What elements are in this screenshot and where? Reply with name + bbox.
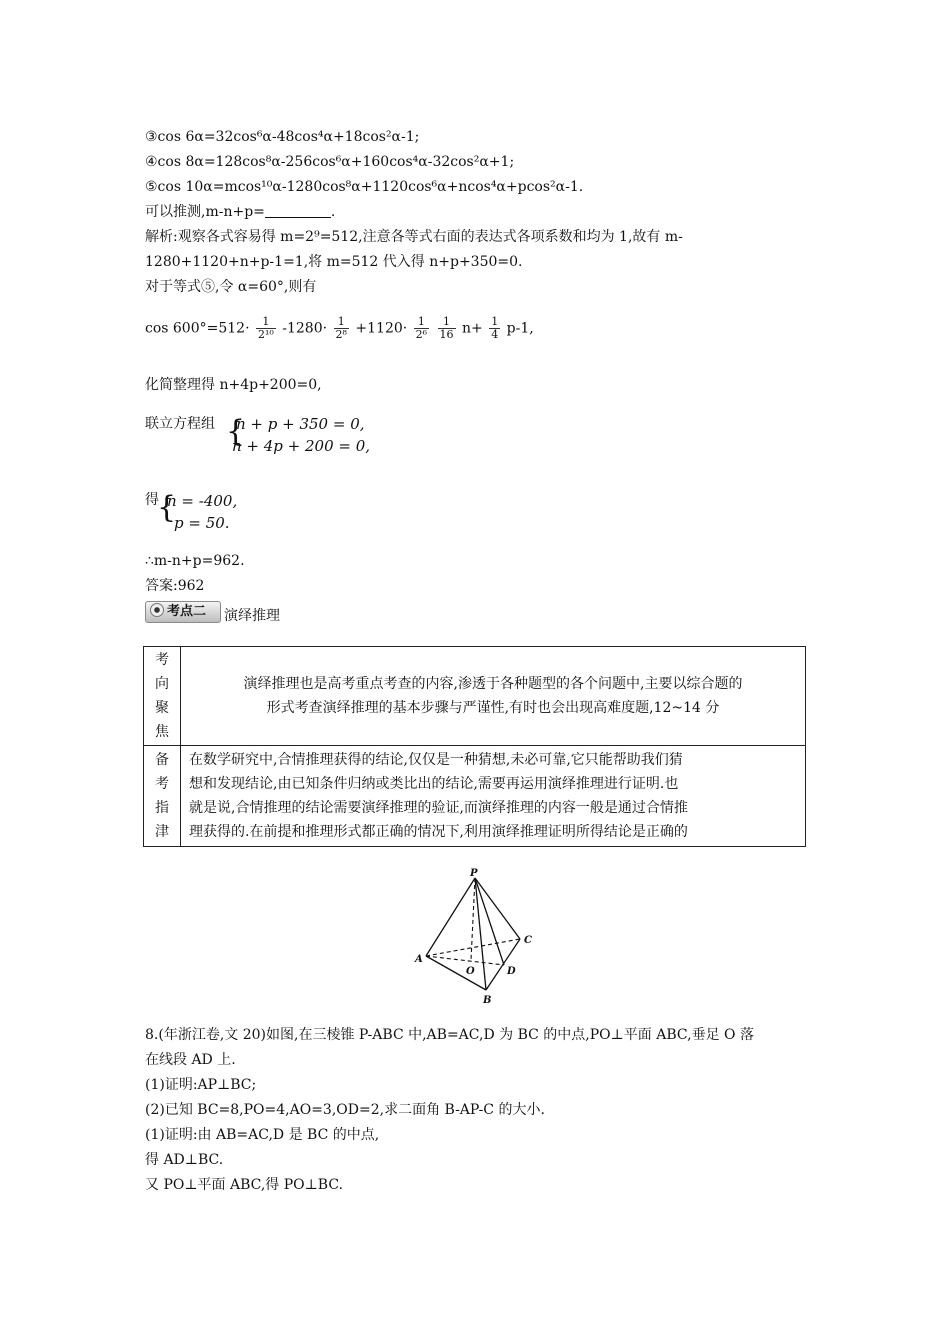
row-2-key-char-4: 津 xyxy=(155,824,169,840)
problem-line-3: (1)证明:AP⊥BC; xyxy=(145,1077,257,1093)
row-1-key xyxy=(144,647,181,746)
row-1-key-char-2: 向 xyxy=(155,676,169,692)
row-1-value xyxy=(181,647,806,746)
fraction-2-den: 2⁸ xyxy=(335,328,347,341)
label-A: A xyxy=(415,954,423,965)
therefore-line: ∴m-n+p=962. xyxy=(145,553,245,569)
fraction-1-num: 1 xyxy=(256,316,276,329)
fraction-1 xyxy=(256,316,276,341)
cos-eq-part-d: n+ xyxy=(462,320,483,337)
edge-PA xyxy=(426,878,475,956)
fraction-4-num: 1 xyxy=(438,316,456,329)
inference-question xyxy=(145,202,335,222)
fraction-4 xyxy=(438,316,456,341)
fraction-1-den: 2¹⁰ xyxy=(257,328,274,341)
label-C: C xyxy=(524,935,532,946)
bullet-icon xyxy=(150,603,164,617)
pyramid-figure xyxy=(400,866,550,1010)
row-1-value-line-1: 演绎推理也是高考重点考查的内容,渗透于各种题型的各个问题中,主要以综合题的 xyxy=(243,676,743,692)
table-row xyxy=(144,746,806,847)
table-row xyxy=(144,647,806,746)
fraction-2 xyxy=(334,316,349,341)
inference-end: . xyxy=(330,204,336,220)
row-2-key xyxy=(144,746,181,847)
row-1-key-char-4: 焦 xyxy=(155,724,169,740)
equation-4: ④cos 8α=128cos⁸α-256cos⁶α+160cos⁴α-32cos²α+1; xyxy=(145,154,515,170)
solution-eq-2: p = 50. xyxy=(174,514,230,532)
problem-line-4: (2)已知 BC=8,PO=4,AO=3,OD=2,求二面角 B-AP-C 的大小. xyxy=(145,1102,545,1118)
fraction-5 xyxy=(489,316,500,341)
row-2-value xyxy=(181,746,806,847)
equation-3: ③cos 6α=32cos⁶α-48cos⁴α+18cos²α-1; xyxy=(145,129,420,145)
label-B: B xyxy=(483,995,492,1006)
row-2-value-line-2: 想和发现结论,由已知条件归纳或类比出的结论,需要再运用演绎推理进行证明.也 xyxy=(189,776,679,792)
cos-eq-part-e: p-1, xyxy=(506,320,534,337)
system-eq-1: n + p + 350 = 0, xyxy=(236,415,365,433)
fraction-3-den: 2⁶ xyxy=(415,328,428,341)
solution-eq-1: n = -400, xyxy=(167,492,238,510)
edge-AB xyxy=(426,956,486,990)
equation-5: ⑤cos 10α=mcos¹⁰α-1280cos⁸α+1120cos⁶α+ncos⁴α+pcos²α-1. xyxy=(145,179,584,195)
analysis-line-2: 1280+1120+n+p-1=1,将 m=512 代入得 n+p+350=0. xyxy=(145,254,523,270)
label-P: P xyxy=(470,868,478,879)
inference-text: 可以推测,m-n+p= xyxy=(145,204,265,220)
section-title: 演绎推理 xyxy=(224,608,280,624)
analysis-line-3: 对于等式⑤,令 α=60°,则有 xyxy=(145,279,317,295)
problem-line-6: 得 AD⊥BC. xyxy=(145,1152,224,1168)
label-D: D xyxy=(507,966,516,977)
problem-line-1: 8.(年浙江卷,文 20)如图,在三棱锥 P-ABC 中,AB=AC,D 为 BC 的中点,PO⊥平面 ABC,垂足 O 落 xyxy=(145,1027,754,1043)
answer-line: 答案:962 xyxy=(145,578,205,594)
answer-blank xyxy=(265,203,331,218)
row-2-value-line-3: 就是说,合情推理的结论需要演绎推理的验证,而演绎推理的内容一般是通过合情推 xyxy=(189,800,688,816)
fraction-3 xyxy=(414,316,429,341)
edge-PC xyxy=(475,878,520,939)
system-brace: { xyxy=(226,414,246,449)
segment-AD xyxy=(426,956,504,965)
fraction-2-num: 1 xyxy=(334,316,349,329)
info-table xyxy=(143,646,806,847)
fraction-5-den: 4 xyxy=(491,328,499,341)
row-1-key-char-3: 聚 xyxy=(155,700,169,716)
system-eq-2: n + 4p + 200 = 0, xyxy=(232,437,371,455)
problem-line-5: (1)证明:由 AB=AC,D 是 BC 的中点, xyxy=(145,1127,380,1143)
problem-line-7: 又 PO⊥平面 ABC,得 PO⊥BC. xyxy=(145,1177,344,1193)
row-1-value-line-2: 形式考查演绎推理的基本步骤与严谨性,有时也会出现高难度题,12~14 分 xyxy=(266,700,720,716)
row-2-value-line-4: 理获得的.在前提和推理形式都正确的情况下,利用演绎推理证明所得结论是正确的 xyxy=(189,824,688,840)
row-2-key-char-2: 考 xyxy=(155,776,169,792)
solution-brace: { xyxy=(157,490,177,525)
fraction-3-num: 1 xyxy=(414,316,429,329)
fraction-5-num: 1 xyxy=(491,315,499,328)
row-2-key-char-3: 指 xyxy=(155,800,169,816)
cos-equation xyxy=(145,316,534,341)
row-2-value-line-1: 在数学研究中,合情推理获得的结论,仅仅是一种猜想,未必可靠,它只能帮助我们猜 xyxy=(189,752,683,768)
row-2-key-char-1: 备 xyxy=(155,752,169,768)
row-1-key-char-1: 考 xyxy=(155,652,169,668)
cos-eq-part-a: cos 600°=512· xyxy=(145,320,250,337)
section-badge xyxy=(145,601,221,623)
fraction-4-den: 16 xyxy=(439,328,454,341)
label-O: O xyxy=(466,966,475,977)
section-badge-label: 考点二 xyxy=(167,604,207,619)
cos-eq-part-b: -1280· xyxy=(282,320,328,337)
edge-AC xyxy=(426,939,520,956)
problem-line-2: 在线段 AD 上. xyxy=(145,1052,236,1068)
cos-eq-part-c: +1120· xyxy=(355,320,408,337)
simplify-line: 化简整理得 n+4p+200=0, xyxy=(145,377,322,393)
solution-label: 得 xyxy=(145,492,159,508)
analysis-line-1: 解析:观察各式容易得 m=2⁹=512,注意各等式右面的表达式各项系数和均为 1,故有 m- xyxy=(145,229,683,245)
system-label: 联立方程组 xyxy=(145,416,215,432)
